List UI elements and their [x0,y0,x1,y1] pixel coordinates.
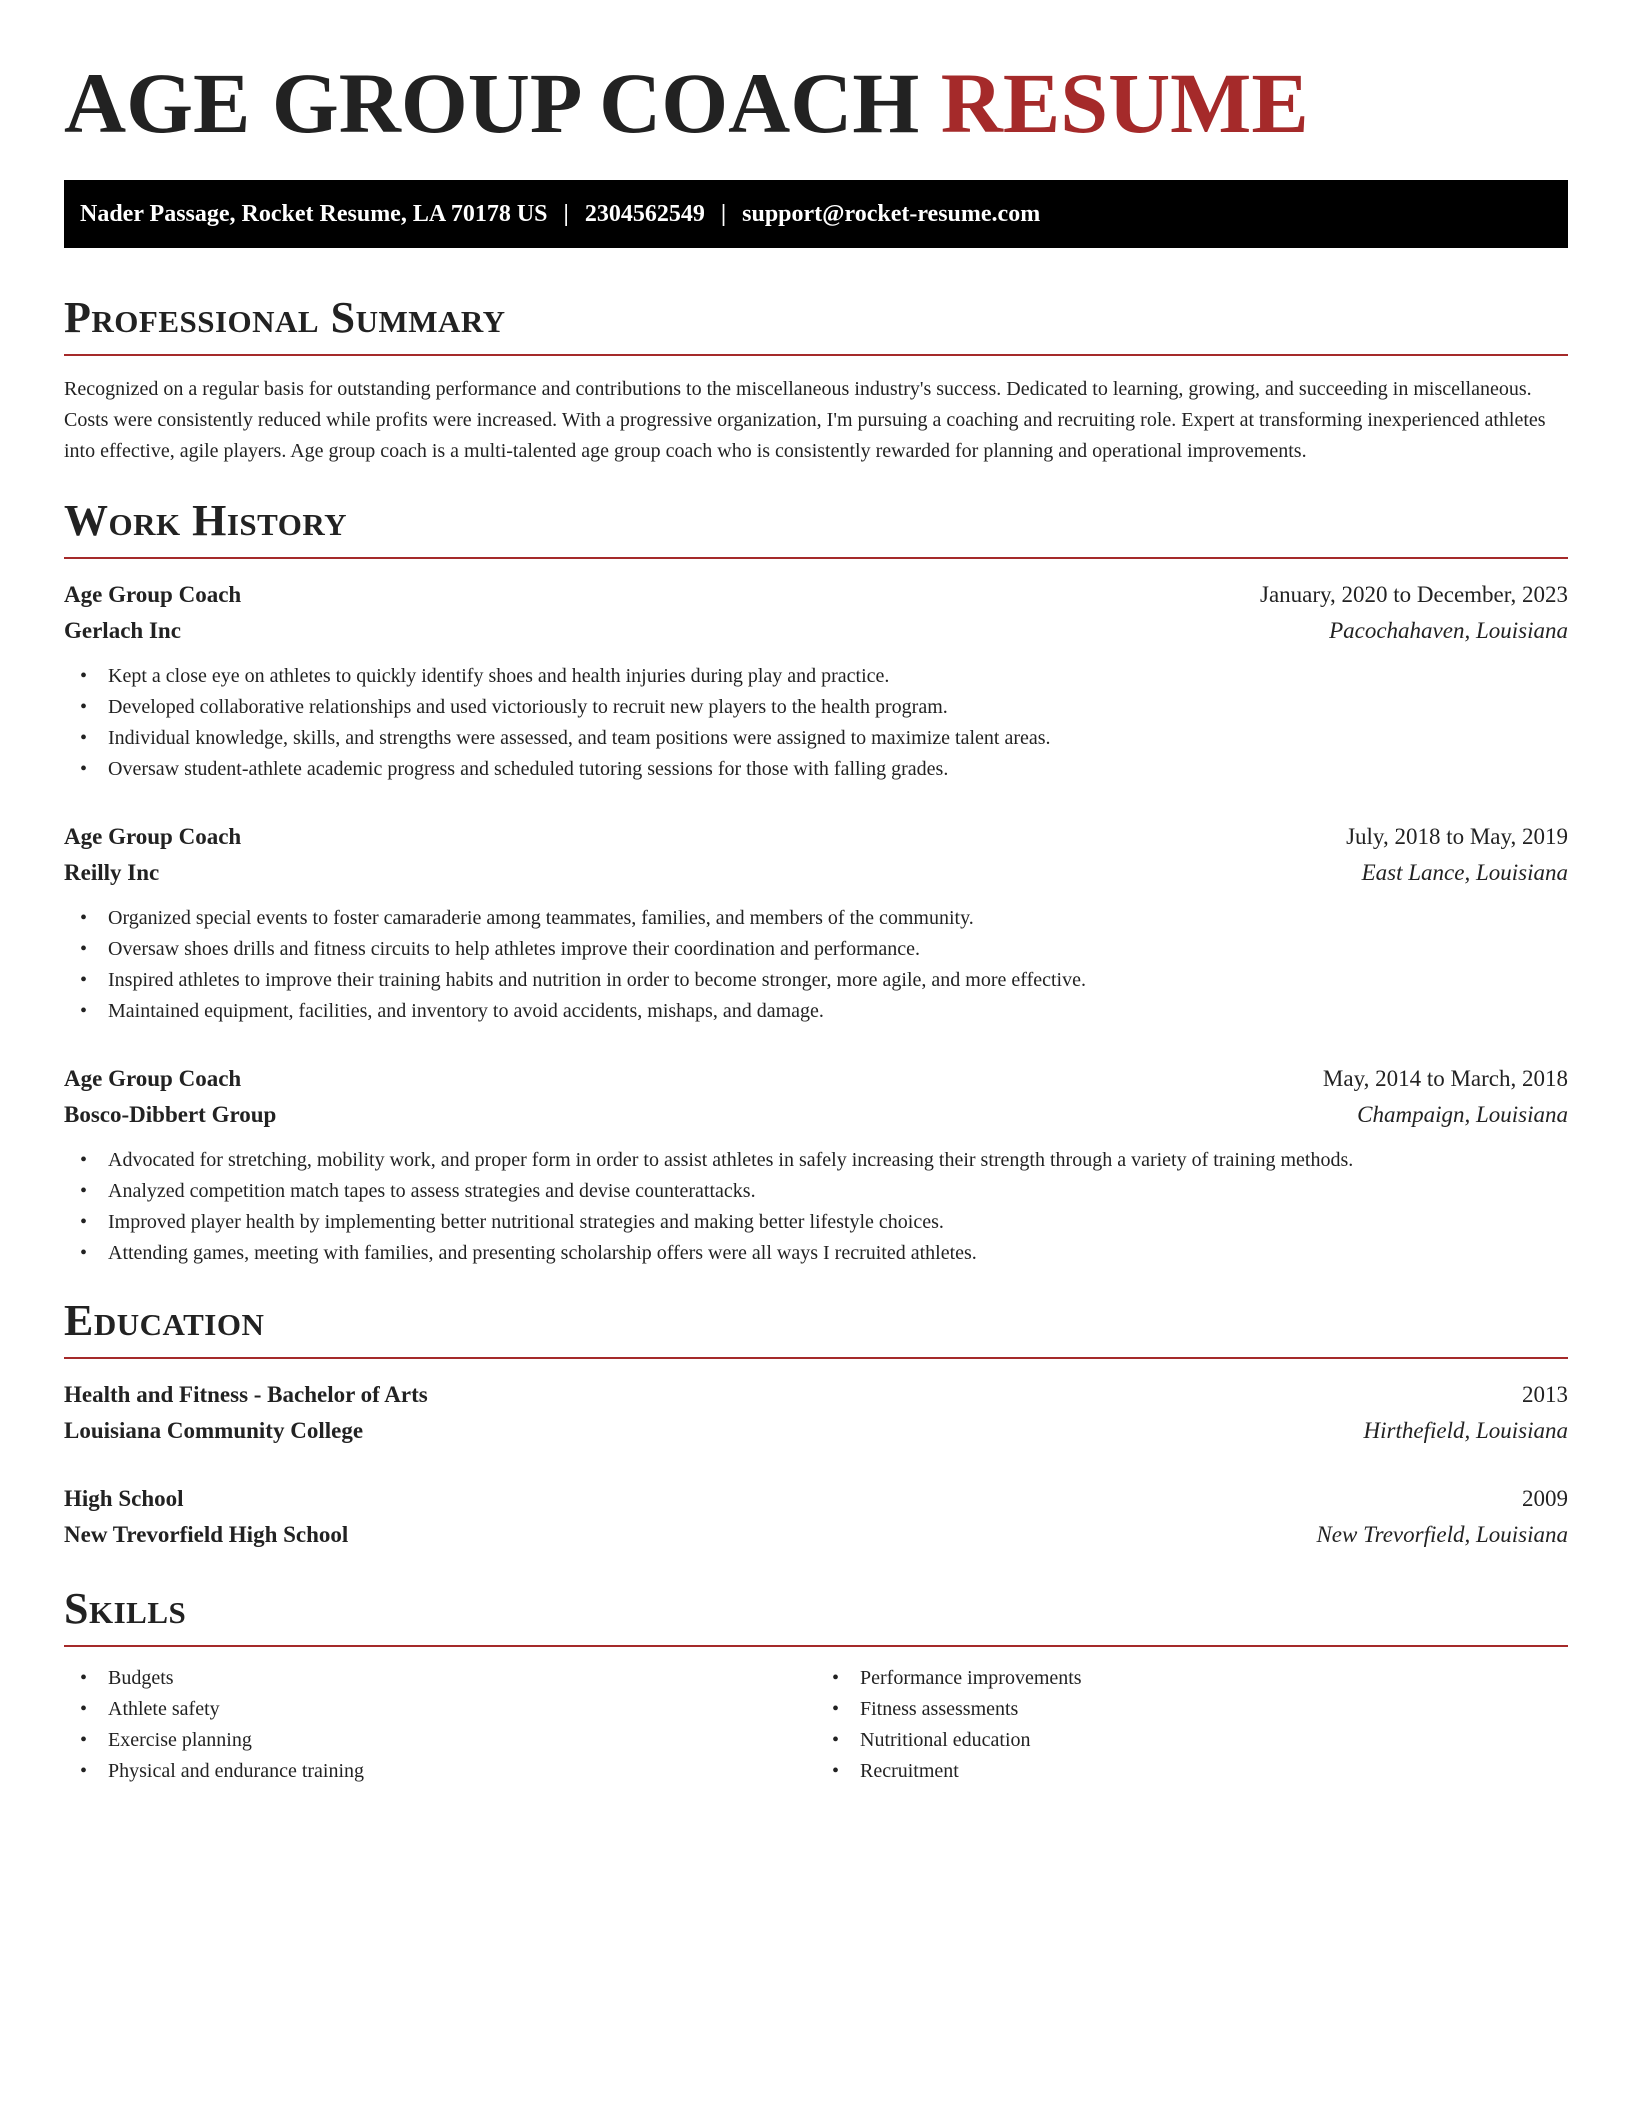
education-year: 2009 [1522,1486,1568,1511]
job-company: Gerlach Inc [64,618,181,643]
job-title: Age Group Coach [64,582,242,607]
job-bullet: • Individual knowledge, skills, and strengths were assessed, and team positions were assigned to maximize talent areas. [64,723,1568,754]
summary-text: Recognized on a regular basis for outstanding performance and contributions to the miscellaneous industry's success. Dedicated to learning, growing, and succeeding in miscellaneous. Costs were consistently reduced while profits were increased. With a progressive organization, I'm pursuing a coaching and recruiting role. Expert at transforming inexperienced athletes into effective, agile players. Age group coach is a multi-talented age group coach who is consistently rewarded for planning and operational improvements. [64,378,1546,462]
job-company: Bosco-Dibbert Group [64,1102,277,1127]
job-bullets [64,903,1568,1027]
skills-list [816,1663,1568,1787]
skill-item: • Fitness assessments [816,1694,1568,1725]
education-header-row [64,1377,1568,1413]
job-dates: May, 2014 to March, 2018 [1322,1066,1568,1091]
education-school-row [64,1413,1568,1449]
job-bullet: • Oversaw student-athlete academic progress and scheduled tutoring sessions for those with falling grades. [64,754,1568,785]
job-entry [64,1061,1568,1269]
resume-title [64,56,1568,150]
skill-item: • Performance improvements [816,1663,1568,1694]
job-location: Pacochahaven, Louisiana [1329,618,1568,643]
section-heading-education: Education [64,1296,265,1345]
contact-separator: | [563,200,569,227]
section-heading-work-history: Work History [64,496,348,545]
job-header-row [64,1061,1568,1097]
contact-phone: 2304562549 [584,200,705,227]
skill-item: • Athlete safety [64,1694,816,1725]
skills-section [64,1583,1568,1787]
title-accent: RESUME [940,55,1309,151]
work-history-section [64,495,1568,1269]
job-bullets [64,661,1568,785]
job-company: Reilly Inc [64,860,160,885]
section-heading-summary: Professional Summary [64,293,506,342]
skill-item: • Nutritional education [816,1725,1568,1756]
job-bullet: • Inspired athletes to improve their training habits and nutrition in order to become stronger, more agile, and more effective. [64,965,1568,996]
job-bullet: • Developed collaborative relationships and used victoriously to recruit new players to the health program. [64,692,1568,723]
job-company-row [64,613,1568,649]
section-divider [64,1357,1568,1359]
skills-column-right [816,1663,1568,1787]
job-bullet: • Advocated for stretching, mobility work, and proper form in order to assist athletes in safely increasing their strength through a variety of training methods. [64,1145,1568,1176]
education-school: Louisiana Community College [64,1418,364,1443]
job-bullet: • Improved player health by implementing better nutritional strategies and making better lifestyle choices. [64,1207,1568,1238]
contact-email: support@rocket-resume.com [742,200,1041,227]
job-bullet: • Organized special events to foster camaraderie among teammates, families, and members of the community. [64,903,1568,934]
section-divider [64,1645,1568,1647]
job-bullets [64,1145,1568,1269]
skill-item: • Budgets [64,1663,816,1694]
education-location: New Trevorfield, Louisiana [1316,1522,1568,1547]
job-bullet: • Analyzed competition match tapes to assess strategies and devise counterattacks. [64,1176,1568,1207]
education-entry [64,1481,1568,1553]
education-school-row [64,1517,1568,1553]
job-company-row [64,855,1568,891]
title-main: AGE GROUP COACH [64,55,920,151]
job-dates: January, 2020 to December, 2023 [1260,582,1568,607]
education-school: New Trevorfield High School [64,1522,349,1547]
education-section [64,1295,1568,1553]
skill-item: • Recruitment [816,1756,1568,1787]
skill-item: • Exercise planning [64,1725,816,1756]
job-title: Age Group Coach [64,1066,242,1091]
skills-grid [64,1663,1568,1787]
job-bullet: • Oversaw shoes drills and fitness circuits to help athletes improve their coordination and performance. [64,934,1568,965]
skills-list [64,1663,816,1787]
job-header-row [64,577,1568,613]
job-bullet: • Maintained equipment, facilities, and inventory to avoid accidents, mishaps, and damage. [64,996,1568,1027]
job-company-row [64,1097,1568,1133]
skill-item: • Physical and endurance training [64,1756,816,1787]
job-location: Champaign, Louisiana [1357,1102,1568,1127]
section-divider [64,354,1568,356]
job-entry [64,819,1568,1027]
job-header-row [64,819,1568,855]
job-bullet: • Kept a close eye on athletes to quickly identify shoes and health injuries during play and practice. [64,661,1568,692]
contact-bar [64,180,1568,248]
summary-section [64,292,1568,467]
education-location: Hirthefield, Louisiana [1363,1418,1568,1443]
job-entry [64,577,1568,785]
education-degree: Health and Fitness - Bachelor of Arts [64,1382,428,1407]
section-heading-skills: Skills [64,1584,187,1633]
contact-separator: | [720,200,727,227]
job-title: Age Group Coach [64,824,242,849]
contact-address: Nader Passage, Rocket Resume, LA 70178 US [80,200,548,227]
education-year: 2013 [1522,1382,1568,1407]
education-degree: High School [64,1486,184,1511]
section-divider [64,557,1568,559]
education-header-row [64,1481,1568,1517]
education-entry [64,1377,1568,1449]
job-location: East Lance, Louisiana [1361,860,1568,885]
skills-column-left [64,1663,816,1787]
job-bullet: • Attending games, meeting with families, and presenting scholarship offers were all ways I recruited athletes. [64,1238,1568,1269]
job-dates: July, 2018 to May, 2019 [1346,824,1568,849]
